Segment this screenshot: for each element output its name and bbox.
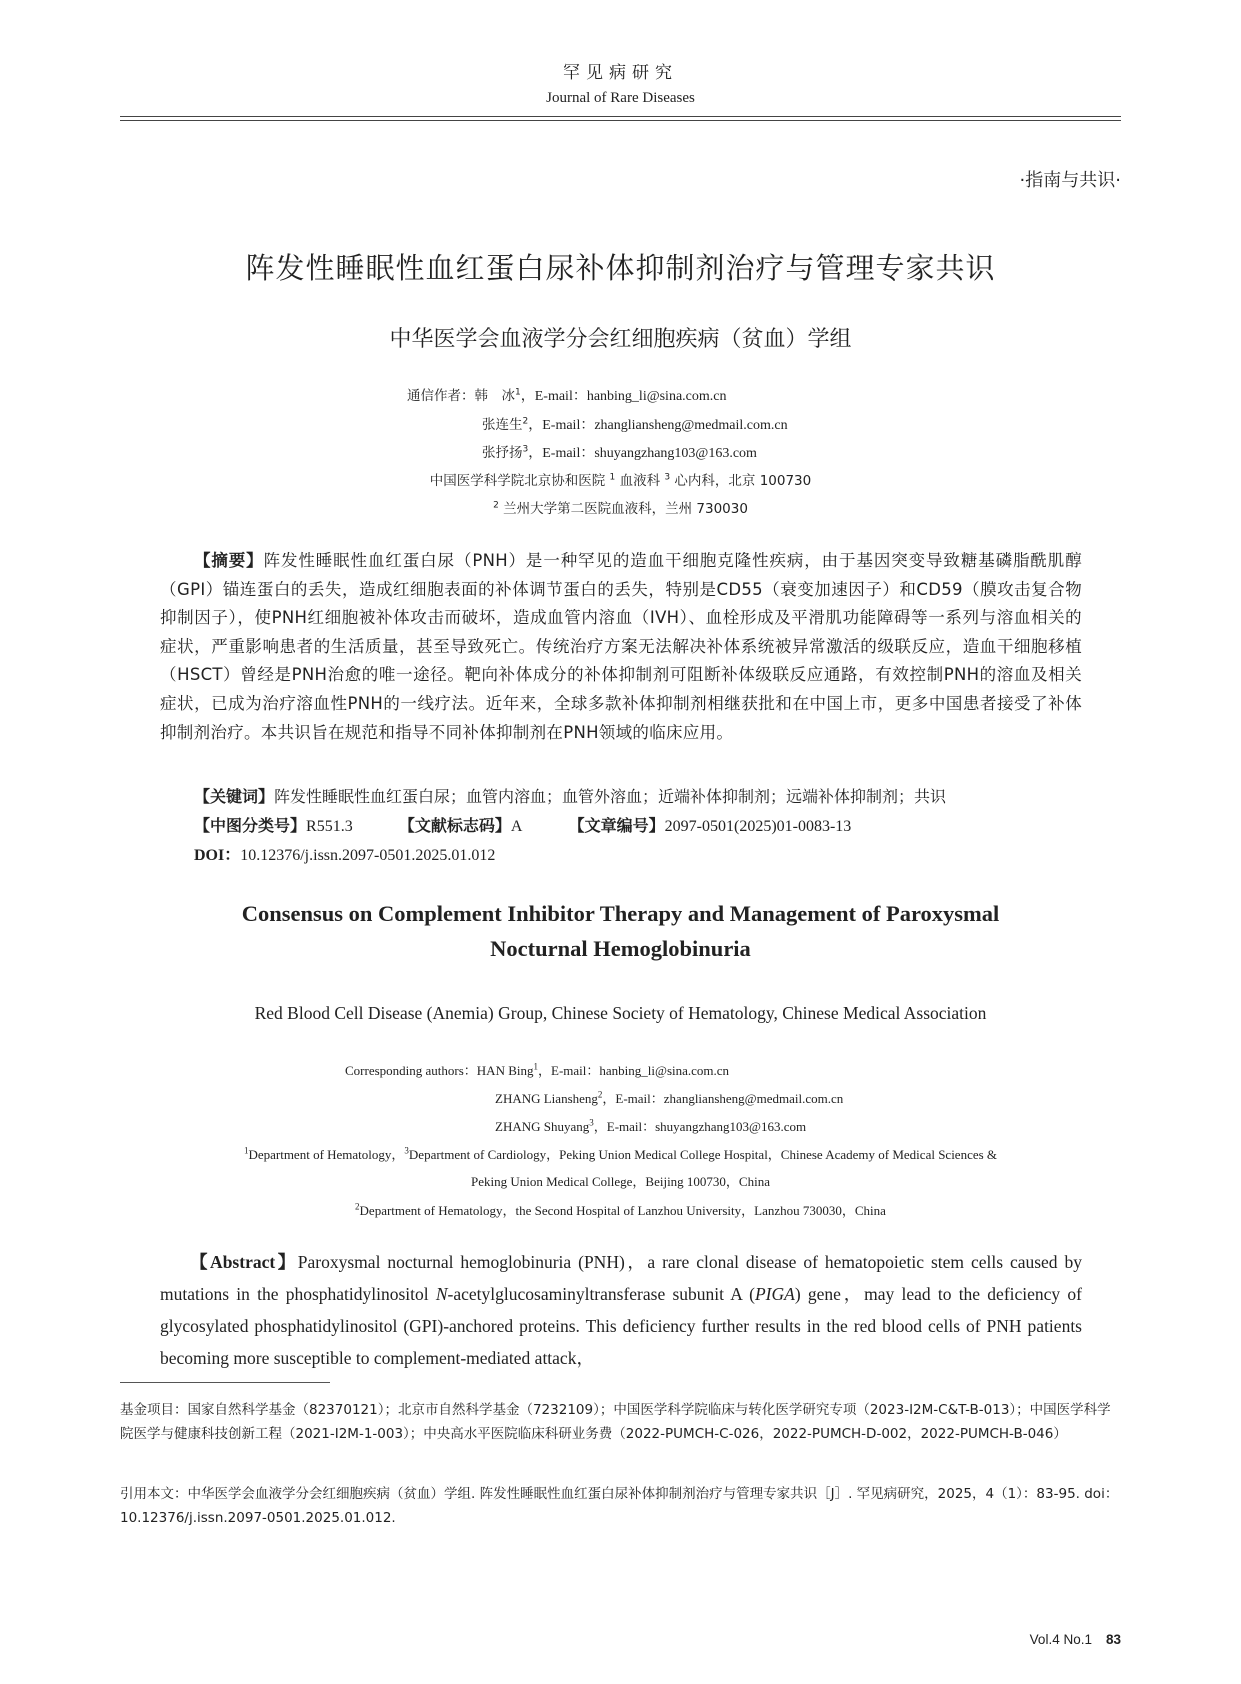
corresponding-author-cn-1: 通信作者：韩 冰$^1$，E-mail：hanbing_li@sina.com.cn: [407, 387, 727, 404]
journal-title-en: Journal of Rare Diseases: [546, 90, 695, 106]
corresponding-author-cn-2: 张连生$^2$，E-mail：zhangliansheng@medmail.com.cn: [482, 416, 788, 433]
citation-text: 中华医学会血液学分会红细胞疾病（贫血）学组. 阵发性睡眠性血红蛋白尿补体抑制剂治疗与管理专家共识［J］. 罕见病研究，2025，4（1）：83-95. doi：10.12376/j.issn.2097-0501.2025.01.012.: [120, 1486, 1119, 1526]
author-email: ，E-mail：shuyangzhang103@163.com: [593, 1119, 807, 1134]
funding-text: 国家自然科学基金（82370121）；北京市自然科学基金（7232109）；中国医学科学院临床与转化医学研究专项（2023-I2M-C&T-B-013）；中国医学科学院医学与健康科技创新工程（2021-I2M-1-003）；中央高水平医院临床科研业务费（2022-PUMCH-C-026，2022-PUMCH-D-002，2022-PUMCH-B-046）: [120, 1402, 1111, 1442]
doi-label: DOI：: [194, 847, 241, 864]
journal-title-cn: 罕见病研究: [563, 63, 678, 83]
funding-label: 基金项目：: [120, 1402, 188, 1418]
article-title-cn: 阵发性睡眠性血红蛋白尿补体抑制剂治疗与管理专家共识: [245, 251, 996, 285]
corresponding-author-cn-3: 张抒扬$^3$，E-mail：shuyangzhang103@163.com: [482, 444, 757, 461]
abstract-label-en: 【Abstract】: [190, 1252, 298, 1272]
affiliation-cn-2: $^2$ 兰州大学第二医院血液科，兰州 730030: [493, 500, 748, 517]
header-rule-thick: [120, 116, 1121, 117]
citation-footnote: [120, 1482, 1121, 1530]
author-label-en: Corresponding authors：: [345, 1063, 477, 1078]
author-group-cn: 中华医学会血液学分会红细胞疾病（贫血）学组: [389, 327, 852, 352]
abstract-label-cn: 【摘要】: [194, 551, 264, 570]
corresponding-author-en-2: ZHANG Liansheng$^2$，E-mail：zhangliansheng@medmail.com.cn: [495, 1089, 844, 1106]
article-number: 2097-0501(2025)01-0083-13: [664, 818, 852, 835]
author-name: 张连生: [482, 417, 523, 433]
author-email: ，E-mail：zhangliansheng@medmail.com.cn: [528, 418, 788, 433]
author-group-en: Red Blood Cell Disease (Anemia) Group, Chinese Society of Hematology, Chinese Medical Association: [254, 1003, 987, 1023]
doi-line: [194, 842, 495, 865]
corresponding-author-en-3: ZHANG Shuyang$^3$，E-mail：shuyangzhang103@163.com: [495, 1117, 807, 1134]
author-name: ZHANG Liansheng: [495, 1091, 598, 1106]
article-title-en: Consensus on Complement Inhibitor Therapy and Management of Paroxysmal Nocturnal Hemoglobinuria: [241, 901, 1000, 961]
page-number: 83: [1105, 1632, 1121, 1647]
classification-line: 【中图分类号】R551.3 【文献标志码】A 【文章编号】2097-0501(2025)01-0083-13: [194, 816, 852, 835]
author-label-cn: 通信作者：: [407, 388, 475, 404]
clc-number: R551.3: [306, 818, 353, 835]
author-email: ，E-mail：hanbing_li@sina.com.cn: [538, 1063, 730, 1078]
author-email: ，E-mail：hanbing_li@sina.com.cn: [520, 389, 727, 404]
keywords-text-cn: 阵发性睡眠性血红蛋白尿；血管内溶血；血管外溶血；近端补体抑制剂；远端补体抑制剂；共识: [274, 787, 947, 806]
keywords-label-cn: 【关键词】: [194, 787, 275, 806]
citation-label: 引用本文：: [120, 1486, 188, 1502]
author-email: ，E-mail：zhangliansheng@medmail.com.cn: [602, 1091, 844, 1106]
author-name: 张抒扬: [482, 445, 523, 461]
author-email: ，E-mail：shuyangzhang103@163.com: [528, 446, 757, 461]
document-code: A: [510, 818, 523, 835]
keywords-cn: [194, 784, 946, 807]
author-name: HAN Bing: [476, 1063, 534, 1078]
abstract-text-cn: 阵发性睡眠性血红蛋白尿（PNH）是一种罕见的造血干细胞克隆性疾病，由于基因突变导致糖基磷脂酰肌醇（GPI）锚连蛋白的丢失，造成红细胞表面的补体调节蛋白的丢失，特别是CD55（衰变加速因子）和CD59（膜攻击复合物抑制因子），使PNH红细胞被补体攻击而破坏，造成血管内溶血（IVH）、血栓形成及平滑肌功能障碍等一系列与溶血相关的症状，严重影响患者的生活质量，甚至导致死亡。传统治疗方案无法解决补体系统被异常激活的级联反应，造血干细胞移植（HSCT）曾经是PNH治愈的唯一途径。靶向补体成分的补体抑制剂可阻断补体级联反应通路，有效控制PNH的溶血及相关症状，已成为治疗溶血性PNH的一线疗法。近年来，全球多款补体抑制剂相继获批和在中国上市，更多中国患者接受了补体抑制剂治疗。本共识旨在规范和指导不同补体抑制剂在PNH领域的临床应用。: [160, 551, 1082, 742]
author-name: 韩 冰: [474, 388, 515, 404]
author-name: ZHANG Shuyang: [495, 1119, 590, 1134]
section-tag: ·指南与共识·: [1019, 170, 1121, 191]
abstract-en: 【Abstract】Paroxysmal nocturnal hemoglobinuria (PNH)，a rare clonal disease of hematopoietic stem cells caused by mutations in the phosphatidylinositol N-acetylglucosaminyltransferase subunit A (PIGA) gene，may lead to the deficiency of glycosylated phosphatidylinositol (GPI)-anchored proteins. This deficiency further results in the red blood cells of PNH patients becoming more susceptible to complement-mediated attack，: [160, 1252, 1082, 1368]
affiliation-en-1: $^1$Department of Hematology，$^3$Department of Cardiology，Peking Union Medical College Hospital，Chinese Academy of Medical Sciences &: [243, 1145, 998, 1162]
volume-issue: Vol.4 No.1: [1029, 1632, 1092, 1647]
funding-footnote: [120, 1398, 1121, 1446]
abstract-cn: [160, 547, 1082, 747]
affiliation-en-1-cont: Peking Union Medical College，Beijing 100730，China: [471, 1174, 770, 1189]
doi-value: 10.12376/j.issn.2097-0501.2025.01.012: [240, 847, 496, 864]
header-rule-thin: [120, 120, 1121, 121]
page-footer: [1030, 1632, 1121, 1647]
footnote-rule: [120, 1382, 330, 1383]
corresponding-author-en-1: Corresponding authors：HAN Bing$^1$，E-mail：hanbing_li@sina.com.cn: [345, 1061, 730, 1078]
affiliation-en-2: $^2$Department of Hematology，the Second Hospital of Lanzhou University，Lanzhou 730030，China: [355, 1201, 886, 1218]
affiliation-cn-1: 中国医学科学院北京协和医院 $^1$ 血液科 $^3$ 心内科，北京 100730: [429, 472, 812, 489]
